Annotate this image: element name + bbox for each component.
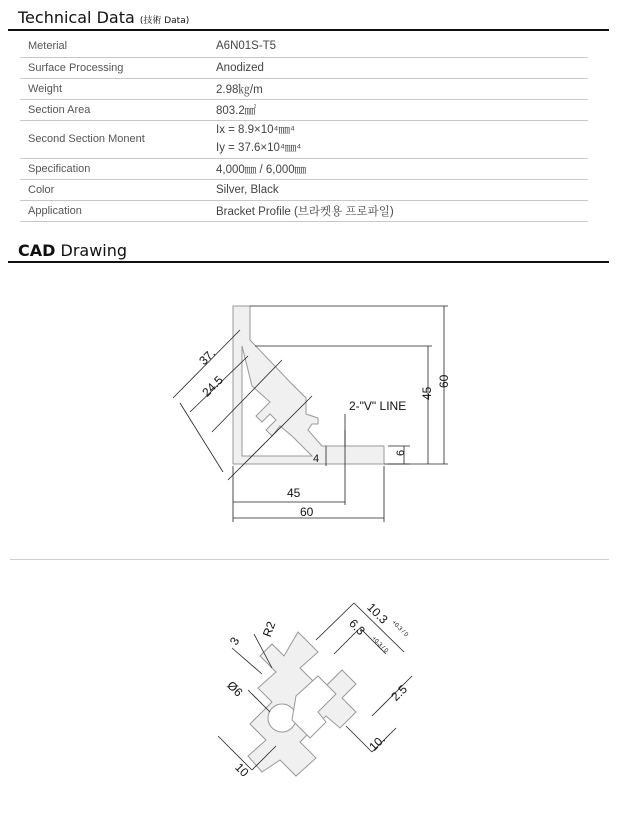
spec-value: Anodized — [208, 57, 588, 78]
dim-10-3: 10.3 — [364, 600, 391, 627]
dim-6-3: 6.3 — [346, 616, 368, 638]
technical-title-strong: Technical — [18, 8, 92, 27]
spec-label: Specification — [20, 158, 208, 179]
cad-title-rest: Drawing — [60, 241, 128, 260]
dim-60-vertical: 60 — [437, 374, 451, 388]
cad-drawing-title — [18, 241, 127, 260]
tol-6-3: +0.3 / 0 — [370, 635, 389, 655]
table-row — [20, 179, 588, 200]
spec-value: 803.2㎟ — [208, 99, 588, 120]
spec-value-iy: Iy = 37.6×10⁴㎜⁴ — [216, 142, 302, 154]
technical-data-title — [18, 8, 189, 27]
spec-value: 2.98㎏/m — [208, 78, 588, 99]
dim-v-line: 2-"V" LINE — [349, 399, 407, 413]
spec-value: Bracket Profile (브라켓용 프로파일) — [208, 200, 588, 221]
spec-label: Color — [20, 179, 208, 200]
slot-bore — [268, 704, 296, 732]
dim-10-right: 10. — [366, 732, 388, 754]
table-row — [20, 99, 588, 120]
table-row — [20, 36, 588, 57]
spec-value: Silver, Black — [208, 179, 588, 200]
dim-10-left: 10 — [232, 760, 252, 780]
cad-title-strong: CAD — [18, 241, 56, 260]
technical-title-rest: Data — [96, 8, 135, 27]
spec-label: Application — [20, 200, 208, 221]
section-rule — [8, 261, 609, 263]
table-row — [20, 200, 588, 221]
table-row — [20, 120, 588, 158]
dim-45-horizontal: 45 — [287, 486, 301, 500]
spec-label: Surface Processing — [20, 57, 208, 78]
section-rule — [8, 29, 609, 31]
dim-6: 6 — [395, 449, 407, 456]
table-row — [20, 158, 588, 179]
spec-label: Section Area — [20, 99, 208, 120]
section-divider — [10, 559, 609, 560]
table-row — [20, 57, 588, 78]
cad-drawing-profile — [0, 290, 622, 530]
cad-drawing-slot-detail — [0, 590, 622, 810]
dim-45-vertical: 45 — [420, 386, 434, 400]
dim-2-5: 2.5 — [388, 682, 410, 704]
dim-r2: R2 — [259, 619, 279, 639]
dim-37: 37. — [196, 346, 218, 368]
dim-4: 4 — [313, 453, 320, 465]
technical-title-sub: (技術 Data) — [139, 16, 190, 26]
spec-value-ix: Ix = 8.9×10⁴㎜⁴ — [216, 124, 295, 136]
table-row — [20, 78, 588, 99]
spec-value: A6N01S-T5 — [208, 36, 588, 57]
dim-diameter-6: Ø6 — [224, 678, 246, 700]
spec-label: Weight — [20, 78, 208, 99]
spec-value — [208, 120, 588, 158]
dim-24-5: 24.5 — [199, 373, 226, 400]
tol-10-3: +0.3 / 0 — [390, 619, 409, 639]
dim-3: 3 — [226, 634, 243, 648]
dim-60-horizontal: 60 — [300, 505, 314, 519]
spec-value: 4,000㎜ / 6,000㎜ — [208, 158, 588, 179]
spec-label: Second Section Monent — [20, 120, 208, 158]
spec-table — [20, 36, 588, 222]
spec-label: Meterial — [20, 36, 208, 57]
